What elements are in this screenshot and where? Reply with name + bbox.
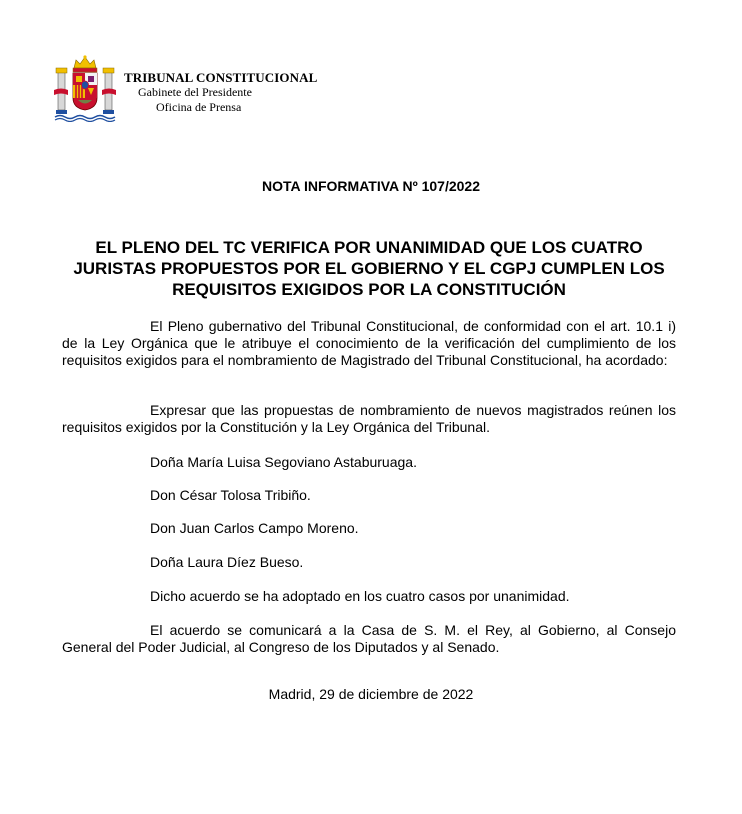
candidate-name: Doña Laura Díez Bueso. bbox=[150, 554, 304, 570]
date-line: Madrid, 29 de diciembre de 2022 bbox=[268, 686, 474, 702]
paragraph-2: Expresar que las propuestas de nombramiento de nuevos magistrados reúnen los requisitos exigidos por la Constitución y la Ley Orgánica del Tribunal. bbox=[62, 402, 676, 435]
note-number: NOTA INFORMATIVA Nº 107/2022 bbox=[261, 178, 480, 194]
headline: EL PLENO DEL TC VERIFICA POR UNANIMIDAD QUE LOS CUATRO JURISTAS PROPUESTOS POR EL GOBIERNO Y EL CGPJ CUMPLEN LOS REQUISITOS EXIGIDOS POR LA CONSTITUCIÓN bbox=[73, 238, 665, 299]
institution-name: TRIBUNAL CONSTITUCIONAL bbox=[124, 70, 318, 85]
paragraph-4: El acuerdo se comunicará a la Casa de S. M. el Rey, al Gobierno, al Consejo General del Poder Judicial, al Congreso de los Diputados y al Senado. bbox=[62, 622, 676, 655]
paragraph-1: El Pleno gubernativo del Tribunal Constitucional, de conformidad con el art. 10.1 i) de la Ley Orgánica que le atribuye el conocimiento de la verificación del cumplimiento de los requisitos exigidos para el nombramiento de Magistrado del Tribunal Constitucional, ha acordado: bbox=[62, 318, 676, 368]
candidate-name: Don Juan Carlos Campo Moreno. bbox=[150, 520, 359, 536]
candidate-name: Don César Tolosa Tribiño. bbox=[150, 487, 311, 503]
paragraph-3: Dicho acuerdo se ha adoptado en los cuatro casos por unanimidad. bbox=[150, 588, 570, 604]
office-line-2: Oficina de Prensa bbox=[156, 100, 242, 114]
office-line-1: Gabinete del Presidente bbox=[138, 85, 252, 99]
letterhead bbox=[52, 54, 352, 124]
institution-block bbox=[124, 70, 317, 115]
candidate-name: Doña María Luisa Segoviano Astaburuaga. bbox=[150, 454, 417, 470]
spanish-coat-of-arms-icon bbox=[52, 54, 118, 122]
